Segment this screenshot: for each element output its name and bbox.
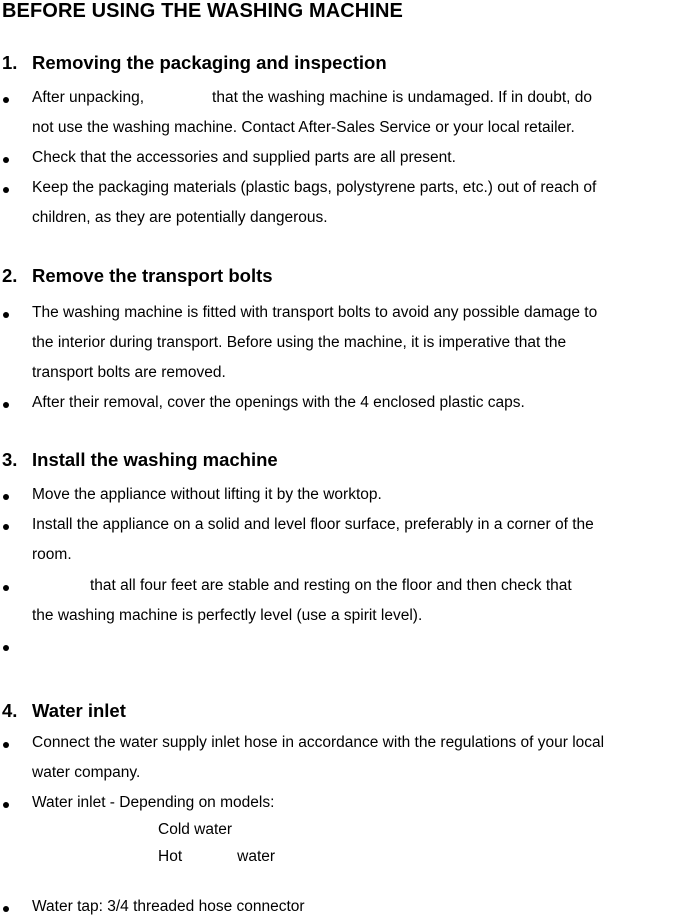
text-fragment: Hot <box>158 848 183 865</box>
bullet-icon <box>3 906 9 912</box>
hot-water-label <box>158 848 275 866</box>
section-1-heading <box>2 52 387 74</box>
list-item: Keep the packaging materials (plastic bags, polystyrene parts, etc.) out of reach of <box>32 179 597 196</box>
list-item: Water tap: 3/4 threaded hose connector <box>32 898 305 915</box>
list-item: Water inlet - Depending on models: <box>32 794 275 811</box>
bullet-icon <box>3 645 9 651</box>
text-fragment: After unpacking, <box>32 89 145 106</box>
text-fragment: that all four feet are stable and resting on the floor and then check that <box>90 577 572 594</box>
section-title: Remove the transport bolts <box>32 265 273 286</box>
list-item: The washing machine is fitted with transport bolts to avoid any possible damage to <box>32 304 598 321</box>
bullet-icon <box>3 742 9 748</box>
section-3-heading <box>2 449 278 471</box>
list-item-continued: transport bolts are removed. <box>32 364 226 381</box>
text-fragment: that the washing machine is undamaged. If in doubt, do <box>212 89 593 106</box>
list-item: Install the appliance on a solid and level floor surface, preferably in a corner of the <box>32 516 594 533</box>
bullet-icon <box>3 402 9 408</box>
bullet-icon <box>3 802 9 808</box>
section-number: 2. <box>2 265 18 286</box>
section-4-heading <box>2 700 126 722</box>
bullet-icon <box>3 524 9 530</box>
list-item-continued: the washing machine is perfectly level (use a spirit level). <box>32 607 423 624</box>
list-item-continued: the interior during transport. Before using the machine, it is imperative that the <box>32 334 567 351</box>
list-item <box>32 89 592 107</box>
bullet-icon <box>3 312 9 318</box>
text-fragment: water <box>237 848 276 865</box>
cold-water-label: Cold water <box>158 821 233 838</box>
list-item-continued: not use the washing machine. Contact After-Sales Service or your local retailer. <box>32 119 575 136</box>
bullet-icon <box>3 97 9 103</box>
bullet-icon <box>3 494 9 500</box>
list-item-continued: room. <box>32 546 72 563</box>
list-item: Connect the water supply inlet hose in accordance with the regulations of your local <box>32 734 605 751</box>
section-number: 3. <box>2 449 18 470</box>
list-item-continued: water company. <box>32 764 141 781</box>
bullet-icon <box>3 157 9 163</box>
section-title: Removing the packaging and inspection <box>32 52 387 73</box>
bullet-icon <box>3 187 9 193</box>
list-item-continued: children, as they are potentially dangerous. <box>32 209 328 226</box>
page-title: BEFORE USING THE WASHING MACHINE <box>2 0 403 22</box>
section-number: 1. <box>2 52 18 73</box>
list-item <box>32 577 572 595</box>
section-number: 4. <box>2 700 18 721</box>
section-2-heading <box>2 265 273 287</box>
section-title: Water inlet <box>32 700 126 721</box>
list-item: Move the appliance without lifting it by the worktop. <box>32 486 382 503</box>
list-item: After their removal, cover the openings with the 4 enclosed plastic caps. <box>32 394 525 411</box>
list-item: Check that the accessories and supplied parts are all present. <box>32 149 456 166</box>
bullet-icon <box>3 585 9 591</box>
section-title: Install the washing machine <box>32 449 278 470</box>
